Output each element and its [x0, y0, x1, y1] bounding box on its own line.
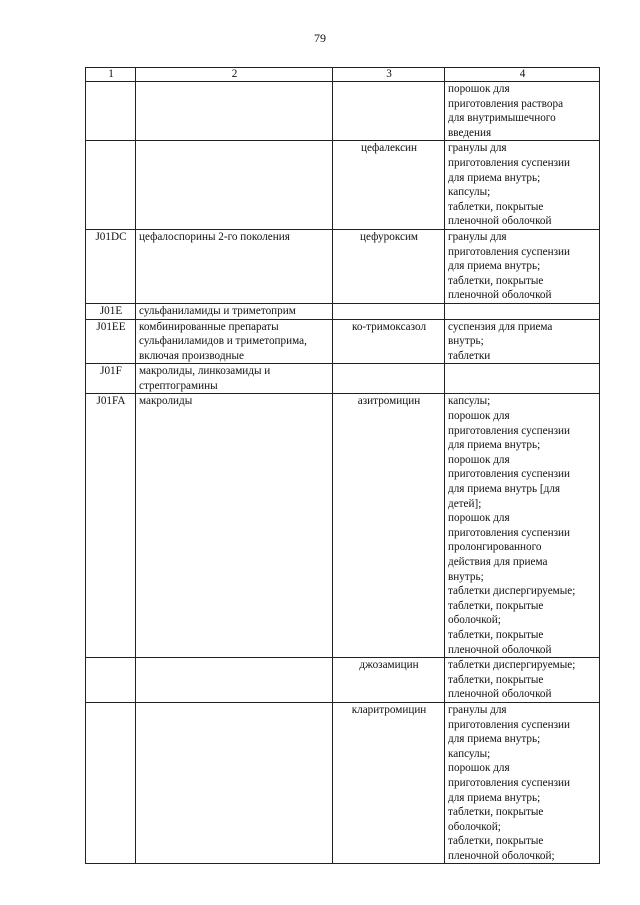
atc-code-cell: J01E	[86, 303, 136, 319]
table-row	[86, 702, 600, 864]
drug-name-cell: азитромицин	[333, 394, 445, 658]
dosage-form-line: капсулы;	[448, 747, 491, 760]
dosage-form-cell	[445, 319, 600, 364]
dosage-form-line: приготовления суспензии	[448, 245, 570, 258]
group-name-line: сульфаниламиды и триметоприм	[139, 304, 296, 317]
group-name-cell	[136, 702, 333, 864]
dosage-form-cell	[445, 702, 600, 864]
dosage-form-cell	[445, 303, 600, 319]
dosage-form-cell	[445, 229, 600, 303]
atc-code-cell	[86, 141, 136, 230]
dosage-form-line: гранулы для	[448, 142, 507, 155]
drug-table	[85, 67, 600, 864]
table-body	[86, 82, 600, 864]
dosage-form-line: приготовления суспензии	[448, 718, 570, 731]
group-name-line: комбинированные препараты	[139, 320, 279, 333]
dosage-form-line: гранулы для	[448, 230, 507, 243]
column-header: 2	[136, 68, 333, 82]
dosage-form-line: капсулы;	[448, 395, 491, 408]
dosage-form-line: гранулы для	[448, 703, 507, 716]
dosage-form-cell	[445, 364, 600, 394]
atc-code-cell: J01EE	[86, 319, 136, 364]
dosage-form-line: для приема внутрь;	[448, 171, 541, 184]
drug-name-cell: ко-тримоксазол	[333, 319, 445, 364]
dosage-form-line: для приема внутрь;	[448, 733, 541, 746]
dosage-form-line: порошок для	[448, 762, 510, 775]
group-name-cell	[136, 319, 333, 364]
group-name-line: стрептограмины	[139, 379, 218, 392]
dosage-form-line: капсулы;	[448, 186, 491, 199]
dosage-form-line: пролонгированного	[448, 541, 542, 554]
dosage-form-line: порошок для	[448, 83, 510, 95]
group-name-cell	[136, 364, 333, 394]
dosage-form-line: приготовления суспензии	[448, 526, 570, 539]
dosage-form-line: для приема внутрь;	[448, 260, 541, 273]
group-name-cell	[136, 394, 333, 658]
drug-name-cell: цефалексин	[333, 141, 445, 230]
dosage-form-line: приготовления суспензии	[448, 468, 570, 481]
dosage-form-line: таблетки диспергируемые;	[448, 585, 576, 598]
group-name-cell	[136, 141, 333, 230]
table-row	[86, 303, 600, 319]
group-name-cell	[136, 82, 333, 141]
dosage-form-line: таблетки, покрытые	[448, 628, 544, 641]
drug-name-cell	[333, 303, 445, 319]
dosage-form-line: суспензия для приема	[448, 320, 553, 333]
dosage-form-line: пленочной оболочкой;	[448, 849, 555, 862]
dosage-form-line: таблетки, покрытые	[448, 200, 544, 213]
table-row	[86, 319, 600, 364]
dosage-form-line: для приема внутрь;	[448, 791, 541, 804]
dosage-form-line: таблетки, покрытые	[448, 274, 544, 287]
dosage-form-cell	[445, 658, 600, 703]
dosage-form-line: детей];	[448, 497, 482, 510]
group-name-line: цефалоспорины 2-го поколения	[139, 230, 290, 243]
dosage-form-line: таблетки, покрытые	[448, 673, 544, 686]
dosage-form-line: пленочной оболочкой	[448, 688, 552, 701]
dosage-form-line: оболочкой;	[448, 820, 501, 833]
dosage-form-cell	[445, 141, 600, 230]
table-row	[86, 364, 600, 394]
atc-code-cell	[86, 82, 136, 141]
dosage-form-line: для внутримышечного	[448, 112, 556, 125]
atc-code-cell: J01F	[86, 364, 136, 394]
drug-name-cell: кларитромицин	[333, 702, 445, 864]
dosage-form-line: внутрь;	[448, 335, 484, 348]
dosage-form-line: приготовления суспензии	[448, 776, 570, 789]
dosage-form-line: таблетки, покрытые	[448, 806, 544, 819]
dosage-form-line: для приема внутрь [для	[448, 483, 561, 496]
dosage-form-line: таблетки	[448, 349, 491, 362]
table-row	[86, 658, 600, 703]
dosage-form-line: оболочкой;	[448, 614, 501, 627]
group-name-line: сульфаниламидов и триметоприма,	[139, 335, 307, 348]
table-row	[86, 141, 600, 230]
dosage-form-cell	[445, 394, 600, 658]
group-name-cell	[136, 658, 333, 703]
dosage-form-line: для приема внутрь;	[448, 439, 541, 452]
dosage-form-line: пленочной оболочкой	[448, 289, 552, 302]
dosage-form-line: действия для приема	[448, 556, 548, 568]
drug-name-cell	[333, 82, 445, 141]
atc-code-cell: J01FA	[86, 394, 136, 658]
dosage-form-line: таблетки диспергируемые;	[448, 659, 576, 672]
group-name-line: макролиды, линкозамиды и	[139, 365, 271, 378]
table-row	[86, 82, 600, 141]
table-row	[86, 229, 600, 303]
dosage-form-line: порошок для	[448, 512, 510, 525]
page-number: 79	[314, 31, 326, 45]
dosage-form-line: пленочной оболочкой	[448, 643, 552, 656]
dosage-form-line: введения	[448, 126, 492, 139]
group-name-line: включая производные	[139, 349, 244, 362]
dosage-form-line: приготовления раствора	[448, 97, 564, 110]
group-name-line: макролиды	[139, 395, 193, 408]
atc-code-cell	[86, 702, 136, 864]
atc-code-cell	[86, 658, 136, 703]
dosage-form-line: порошок для	[448, 453, 510, 466]
drug-name-cell: джозамицин	[333, 658, 445, 703]
drug-name-cell	[333, 364, 445, 394]
table-header-row	[86, 68, 600, 82]
dosage-form-line: таблетки, покрытые	[448, 835, 544, 848]
atc-code-cell: J01DC	[86, 229, 136, 303]
dosage-form-cell	[445, 82, 600, 141]
dosage-form-line: внутрь;	[448, 570, 484, 583]
group-name-cell	[136, 229, 333, 303]
dosage-form-line: порошок для	[448, 410, 510, 423]
drug-name-cell: цефуроксим	[333, 229, 445, 303]
dosage-form-line: таблетки, покрытые	[448, 599, 544, 612]
dosage-form-line: приготовления суспензии	[448, 156, 570, 169]
table-row	[86, 394, 600, 658]
dosage-form-line: приготовления суспензии	[448, 424, 570, 437]
column-header: 4	[445, 68, 600, 82]
column-header: 1	[86, 68, 136, 82]
column-header: 3	[333, 68, 445, 82]
group-name-cell	[136, 303, 333, 319]
dosage-form-line: пленочной оболочкой	[448, 215, 552, 228]
